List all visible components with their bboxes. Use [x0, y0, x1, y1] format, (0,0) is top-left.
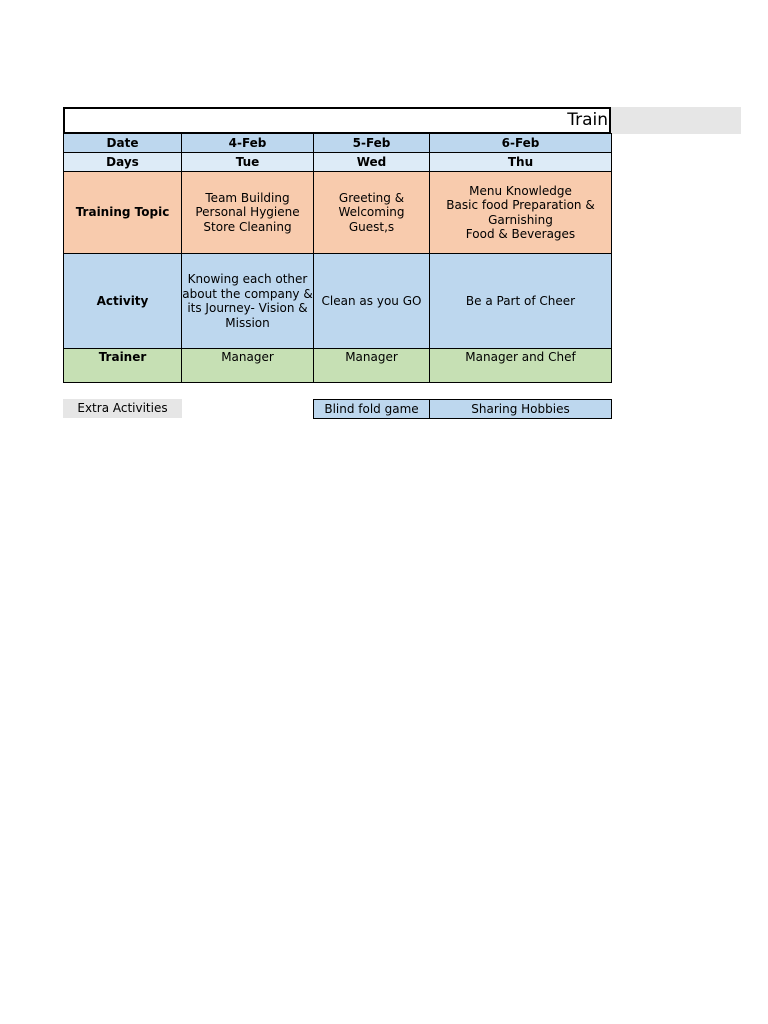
day-cell-1[interactable]: Tue: [181, 152, 314, 172]
day-cell-3[interactable]: Thu: [429, 152, 612, 172]
activity-cell-2[interactable]: Clean as you GO: [313, 253, 430, 349]
training-topic-label[interactable]: Training Topic: [63, 171, 182, 254]
training-topic-cell-3[interactable]: Menu Knowledge Basic food Preparation & Garnishing Food & Beverages: [429, 171, 612, 254]
days-row-label[interactable]: Days: [63, 152, 182, 172]
schedule-title: Train: [567, 110, 608, 130]
activity-cell-1[interactable]: Knowing each other about the company & its Journey- Vision & Mission: [181, 253, 314, 349]
date-row-label[interactable]: Date: [63, 133, 182, 153]
date-cell-1[interactable]: 4-Feb: [181, 133, 314, 153]
trainer-cell-1[interactable]: Manager: [181, 348, 314, 383]
date-cell-2[interactable]: 5-Feb: [313, 133, 430, 153]
activity-label[interactable]: Activity: [63, 253, 182, 349]
extra-activity-cell-1[interactable]: Blind fold game: [313, 399, 430, 419]
training-topic-cell-2[interactable]: Greeting & Welcoming Guest,s: [313, 171, 430, 254]
extra-activities-label[interactable]: Extra Activities: [63, 399, 182, 418]
title-cell[interactable]: [63, 107, 611, 133]
day-cell-2[interactable]: Wed: [313, 152, 430, 172]
training-topic-cell-1[interactable]: Team Building Personal Hygiene Store Cleaning: [181, 171, 314, 254]
date-cell-3[interactable]: 6-Feb: [429, 133, 612, 153]
extra-activity-cell-2[interactable]: Sharing Hobbies: [429, 399, 612, 419]
trainer-cell-3[interactable]: Manager and Chef: [429, 348, 612, 383]
trainer-label[interactable]: Trainer: [63, 348, 182, 383]
trainer-cell-2[interactable]: Manager: [313, 348, 430, 383]
activity-cell-3[interactable]: Be a Part of Cheer: [429, 253, 612, 349]
